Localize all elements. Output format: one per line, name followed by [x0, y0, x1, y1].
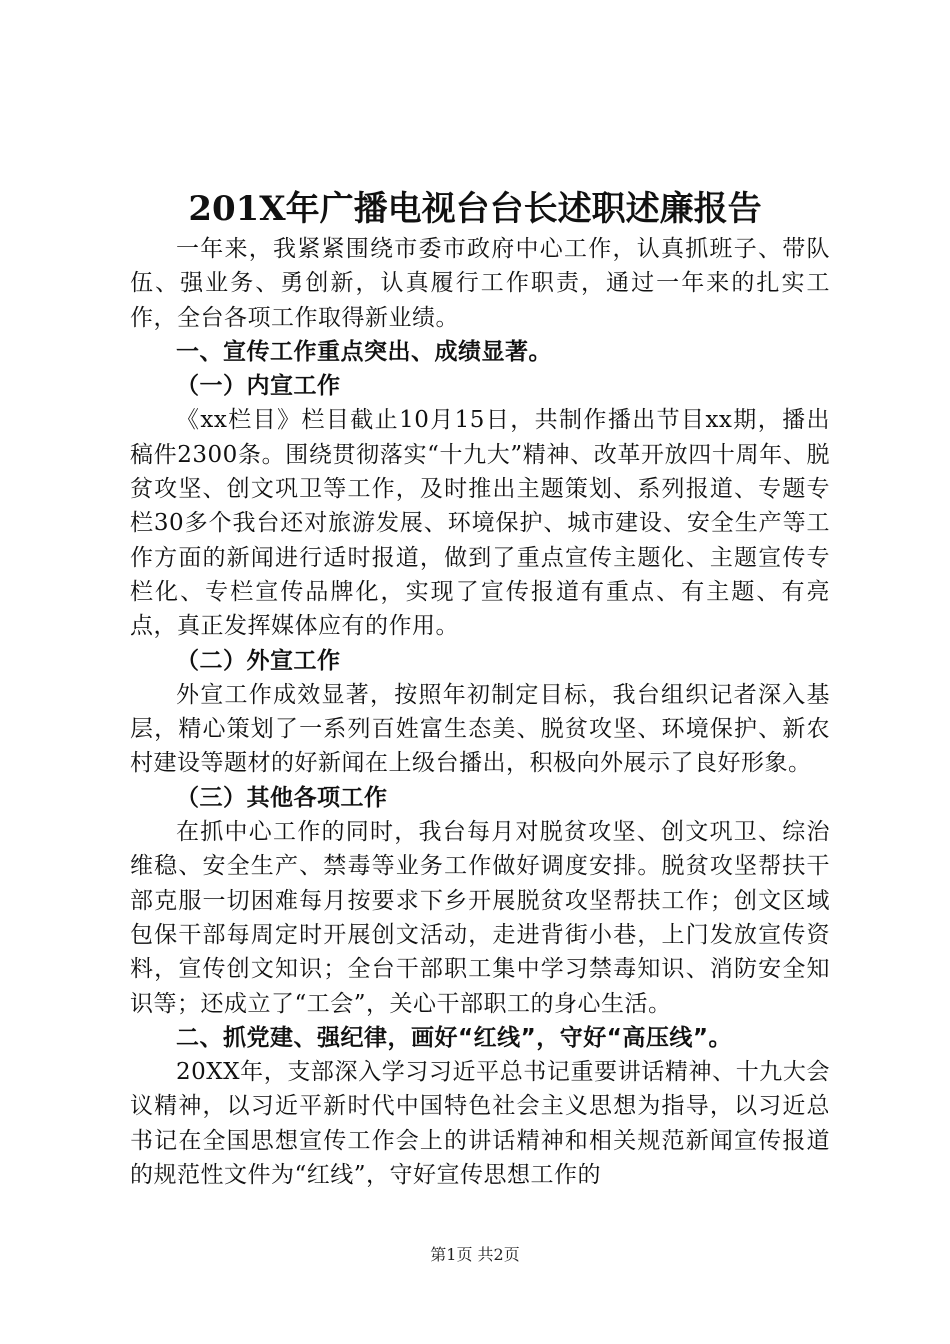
other-work-paragraph: 在抓中心工作的同时，我台每月对脱贫攻坚、创文巩卫、综治维稳、安全生产、禁毒等业务工作做好调度安排。脱贫攻坚帮扶干部克服一切困难每月按要求下乡开展脱贫攻坚帮扶工作；创文区域包保干部每周定时开展创文活动，走进背街小巷，上门发放宣传资料，宣传创文知识；全台干部职工集中学习禁毒知识、消防安全知识等；还成立了“工会”，关心干部职工的身心生活。	[130, 819, 830, 1017]
document-title: 201X年广播电视台台长述职述廉报告	[188, 189, 762, 229]
internal-publicity-paragraph: 《xx栏目》栏目截止10月15日，共制作播出节目xx期，播出稿件2300条。围绕贯彻落实“十九大”精神、改革开放四十周年、脱贫攻坚、创文巩卫等工作，及时推出主题策划、系列报道、专题专栏30多个我台还对旅游发展、环境保护、城市建设、安全生产等工作方面的新闻进行适时报道，做到了重点宣传主题化、主题宣传专栏化、专栏宣传品牌化，实现了宣传报道有重点、有主题、有亮点，真正发挥媒体应有的作用。	[130, 407, 830, 640]
section-heading-party-building: 二、抓党建、强纪律，画好“红线”，守好“高压线”。	[176, 1024, 732, 1051]
external-publicity-paragraph: 外宣工作成效显著，按照年初制定目标，我台组织记者深入基层，精心策划了一系列百姓富生态美、脱贫攻坚、环境保护、新农村建设等题材的好新闻在上级台播出，积极向外展示了良好形象。	[130, 681, 830, 777]
intro-paragraph: 一年来，我紧紧围绕市委市政府中心工作，认真抓班子、带队伍、强业务、勇创新，认真履行工作职责，通过一年来的扎实工作，全台各项工作取得新业绩。	[130, 236, 830, 331]
page-footer: 第1页 共2页	[430, 1245, 520, 1264]
document-body	[130, 232, 830, 1192]
subsection-heading-other: （三）其他各项工作	[176, 784, 388, 811]
subsection-heading-internal: （一）内宣工作	[176, 373, 341, 400]
subsection-heading-external: （二）外宣工作	[176, 647, 341, 674]
section-heading-publicity: 一、宣传工作重点突出、成绩显著。	[176, 338, 552, 365]
party-building-paragraph: 20XX年，支部深入学习习近平总书记重要讲话精神、十九大会议精神，以习近平新时代中国特色社会主义思想为指导，以习近总书记在全国思想宣传工作会上的讲话精神和相关规范新闻宣传报道的规范性文件为“红线”，守好宣传思想工作的	[130, 1059, 830, 1189]
